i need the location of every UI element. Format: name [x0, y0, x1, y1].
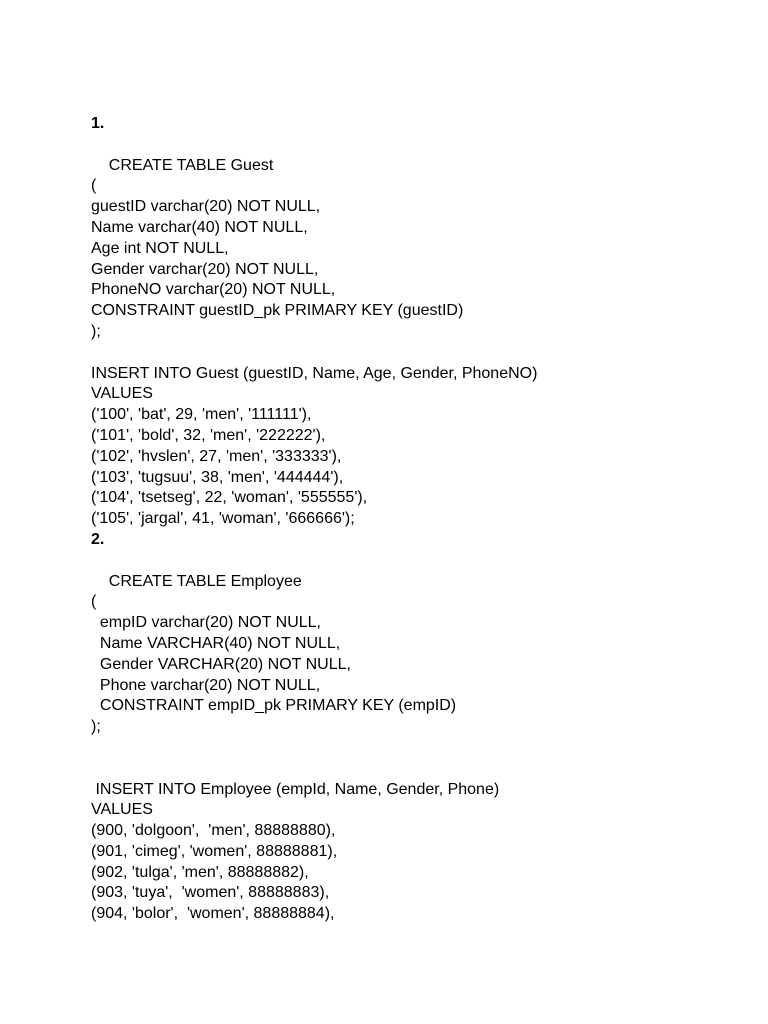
code-line: ('101', 'bold', 32, 'men', '222222'), [91, 426, 326, 444]
code-line: Name VARCHAR(40) NOT NULL, [91, 634, 341, 652]
spacer [91, 135, 751, 156]
code-line: (900, 'dolgoon', 'men', 88888880), [91, 822, 336, 840]
code-line: (904, 'bolor', 'women', 88888884), [91, 905, 335, 923]
code-line: VALUES [91, 385, 153, 403]
create-table-guest-block [91, 156, 751, 343]
code-line: ('104', 'tsetseg', 22, 'woman', '555555'), [91, 489, 368, 507]
code-line: ('105', 'jargal', 41, 'woman', '666666'); [91, 510, 355, 528]
code-line: ( [91, 177, 97, 195]
insert-into-guest-block [91, 364, 751, 530]
code-line: (901, 'cimeg', 'women', 88888881), [91, 842, 338, 860]
insert-into-employee-block [91, 780, 751, 926]
spacer [91, 738, 751, 780]
code-line: guestID varchar(20) NOT NULL, [91, 198, 321, 216]
code-line: Gender VARCHAR(20) NOT NULL, [91, 655, 351, 673]
spacer [91, 343, 751, 364]
code-line: ( [91, 593, 97, 611]
code-line: empID varchar(20) NOT NULL, [91, 614, 321, 632]
code-line: ); [91, 322, 101, 340]
code-line: Gender varchar(20) NOT NULL, [91, 260, 319, 278]
code-line: Name varchar(40) NOT NULL, [91, 218, 308, 236]
code-line: ('100', 'bat', 29, 'men', '111111'), [91, 406, 312, 424]
code-line: (903, 'tuya', 'women', 88888883), [91, 884, 330, 902]
code-line: VALUES [91, 801, 153, 819]
code-line: ); [91, 718, 101, 736]
code-line: CONSTRAINT empID_pk PRIMARY KEY (empID) [91, 697, 457, 715]
code-line: INSERT INTO Employee (empId, Name, Gender, Phone) [91, 780, 500, 798]
code-line: ('102', 'hvslen', 27, 'men', '333333'), [91, 447, 342, 465]
code-line: INSERT INTO Guest (guestID, Name, Age, Gender, PhoneNO) [91, 364, 538, 382]
code-line: CONSTRAINT guestID_pk PRIMARY KEY (guestID) [91, 302, 464, 320]
code-line: CREATE TABLE Employee [91, 572, 302, 590]
spacer [91, 551, 751, 572]
code-line: PhoneNO varchar(20) NOT NULL, [91, 281, 336, 299]
section-number-1: 1. [91, 115, 105, 132]
document-page [91, 114, 751, 925]
code-line: Phone varchar(20) NOT NULL, [91, 676, 321, 694]
section-number-2: 2. [91, 530, 105, 548]
code-line: Age int NOT NULL, [91, 239, 229, 257]
create-table-employee-block [91, 572, 751, 738]
code-line: ('103', 'tugsuu', 38, 'men', '444444'), [91, 468, 344, 486]
code-line: (902, 'tulga', 'men', 88888882), [91, 863, 309, 881]
code-line: CREATE TABLE Guest [91, 156, 274, 174]
